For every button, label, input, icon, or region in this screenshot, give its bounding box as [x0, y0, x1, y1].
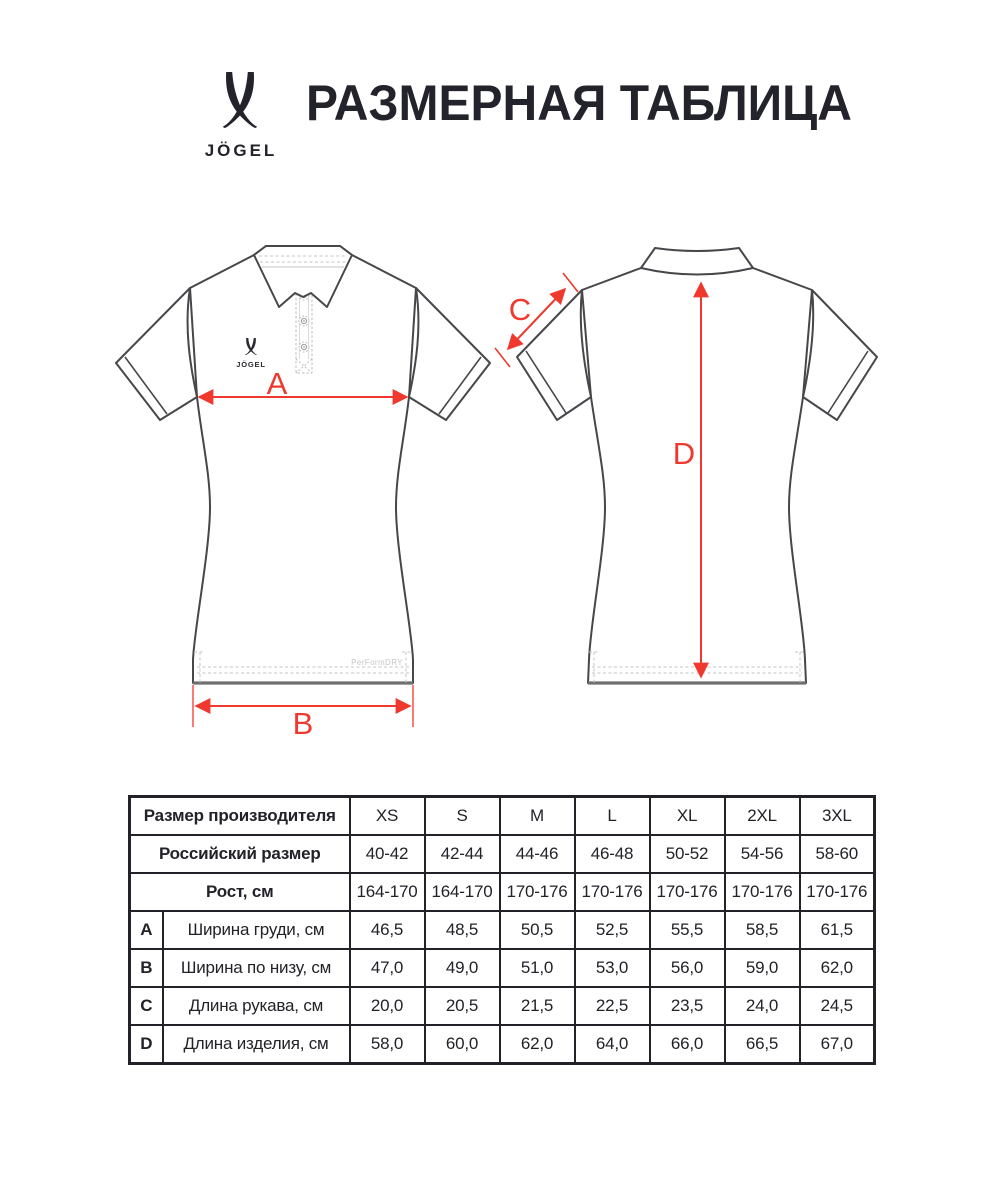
- value-cell: 62,0: [800, 949, 875, 987]
- value-cell: 170-176: [650, 873, 725, 911]
- value-cell: 20,0: [350, 987, 425, 1025]
- value-cell: 22,5: [575, 987, 650, 1025]
- value-cell: 66,5: [725, 1025, 800, 1064]
- value-cell: 170-176: [500, 873, 575, 911]
- polo-front-illustration: [116, 246, 490, 683]
- value-cell: 56,0: [650, 949, 725, 987]
- label-sleeve-length: C: [508, 292, 532, 327]
- sleeve-tick-top: [563, 273, 578, 292]
- value-cell: 54-56: [725, 835, 800, 873]
- jogel-logo-icon: [217, 72, 263, 134]
- value-cell: 164-170: [350, 873, 425, 911]
- row-label-cell: Размер производителя: [130, 797, 350, 836]
- table-row: [130, 949, 875, 987]
- value-cell: 67,0: [800, 1025, 875, 1064]
- size-letter-cell: D: [130, 1025, 163, 1064]
- value-cell: XL: [650, 797, 725, 836]
- value-cell: 44-46: [500, 835, 575, 873]
- value-cell: 66,0: [650, 1025, 725, 1064]
- value-cell: 50-52: [650, 835, 725, 873]
- value-cell: 58-60: [800, 835, 875, 873]
- polo-back-illustration: [517, 248, 877, 683]
- value-cell: 3XL: [800, 797, 875, 836]
- row-label-cell: Рост, см: [130, 873, 350, 911]
- size-letter-cell: B: [130, 949, 163, 987]
- value-cell: 2XL: [725, 797, 800, 836]
- size-table: [128, 795, 876, 1065]
- sleeve-tick-bottom: [495, 348, 510, 367]
- value-cell: 46,5: [350, 911, 425, 949]
- page-title: РАЗМЕРНАЯ ТАБЛИЦА: [306, 75, 852, 131]
- value-cell: 21,5: [500, 987, 575, 1025]
- brand-wordmark: JÖGEL: [204, 141, 278, 160]
- measure-label-cell: Длина изделия, см: [163, 1025, 350, 1064]
- value-cell: 20,5: [425, 987, 500, 1025]
- value-cell: 40-42: [350, 835, 425, 873]
- value-cell: 62,0: [500, 1025, 575, 1064]
- value-cell: L: [575, 797, 650, 836]
- value-cell: 24,0: [725, 987, 800, 1025]
- value-cell: 50,5: [500, 911, 575, 949]
- value-cell: 61,5: [800, 911, 875, 949]
- row-label-cell: Российский размер: [130, 835, 350, 873]
- value-cell: 170-176: [800, 873, 875, 911]
- value-cell: 164-170: [425, 873, 500, 911]
- value-cell: 23,5: [650, 987, 725, 1025]
- measure-label-cell: Ширина по низу, см: [163, 949, 350, 987]
- value-cell: 53,0: [575, 949, 650, 987]
- size-letter-cell: A: [130, 911, 163, 949]
- size-letter-cell: C: [130, 987, 163, 1025]
- chest-wordmark: JÖGEL: [236, 360, 266, 369]
- value-cell: 59,0: [725, 949, 800, 987]
- table-row: [130, 911, 875, 949]
- measure-label-cell: Длина рукава, см: [163, 987, 350, 1025]
- value-cell: 46-48: [575, 835, 650, 873]
- table-row: [130, 797, 875, 836]
- value-cell: 49,0: [425, 949, 500, 987]
- value-cell: 47,0: [350, 949, 425, 987]
- value-cell: 42-44: [425, 835, 500, 873]
- value-cell: 58,0: [350, 1025, 425, 1064]
- value-cell: 170-176: [575, 873, 650, 911]
- label-bottom-width: B: [292, 706, 314, 741]
- table-row: [130, 873, 875, 911]
- value-cell: M: [500, 797, 575, 836]
- placket: [296, 290, 312, 373]
- value-cell: 48,5: [425, 911, 500, 949]
- value-cell: XS: [350, 797, 425, 836]
- value-cell: 24,5: [800, 987, 875, 1025]
- label-garment-length: D: [672, 436, 696, 471]
- label-chest-width: A: [266, 366, 288, 401]
- value-cell: S: [425, 797, 500, 836]
- table-row: [130, 987, 875, 1025]
- table-row: [130, 835, 875, 873]
- fabric-technology-label: PerFormDRY: [351, 658, 403, 667]
- value-cell: 52,5: [575, 911, 650, 949]
- table-row: [130, 1025, 875, 1064]
- polo-measurement-diagram: [0, 215, 1000, 760]
- value-cell: 170-176: [725, 873, 800, 911]
- value-cell: 60,0: [425, 1025, 500, 1064]
- value-cell: 55,5: [650, 911, 725, 949]
- value-cell: 64,0: [575, 1025, 650, 1064]
- value-cell: 51,0: [500, 949, 575, 987]
- measure-label-cell: Ширина груди, см: [163, 911, 350, 949]
- value-cell: 58,5: [725, 911, 800, 949]
